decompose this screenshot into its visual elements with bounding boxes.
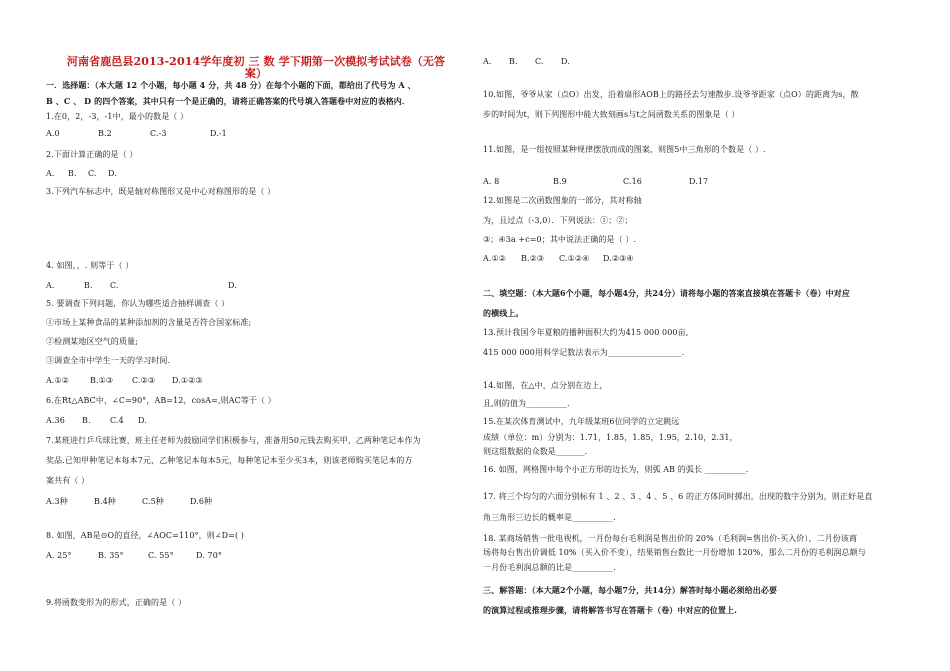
question-13-line2: 415 000 000用科学记数法表示为__________________.: [483, 348, 685, 357]
question-12-options: [483, 253, 634, 264]
option-a: A.0: [46, 129, 60, 138]
option-d: D.①②③: [172, 376, 203, 385]
question-18-line1: 18. 某商场销售一批电视机，一月份每台毛利润是售出价的 20%（毛利润=售出价-买入价），二月份该商: [483, 534, 858, 543]
option-d: D.17: [689, 177, 709, 186]
question-7-line3: 案共有（ ）: [46, 476, 90, 485]
option-c: C.16: [623, 177, 642, 186]
option-a: A. 25°: [46, 551, 72, 560]
question-5-item-2: ②检测某地区空气的质量;: [46, 337, 138, 346]
question-5: 5. 要调查下列问题，你认为哪些适合抽样调查（ ）: [46, 299, 230, 308]
section1-heading: 一．选择题：（本大题 12 个小题，每小题 4 分，共 48 分）在每个小题的下面，都给出了代号为 A 、: [46, 80, 416, 90]
question-10-line1: 10.如图，爷爷从家（点O）出发，沿着扇形AOB上的路径去匀速散步.设爷爷距家（点O）的距离为s，散: [483, 90, 859, 99]
question-2-options: [46, 168, 117, 179]
option-c: C.4: [110, 416, 124, 425]
option-a: A.①②: [46, 376, 70, 385]
question-17-line2: 角三角形三边长的概率是__________.: [483, 513, 616, 522]
option-b: B. 35°: [98, 551, 124, 560]
question-6: 6.在Rt△ABC中，∠C=90°，AB=12，cosA=,则AC等于（ ）: [46, 396, 276, 405]
question-8-options: [46, 550, 222, 561]
question-12-line1: 12.如图是二次函数图象的一部分，其对称轴: [483, 196, 642, 205]
question-7-options: [46, 496, 212, 507]
question-14-line2: 且,则的值为__________.: [483, 399, 570, 408]
option-d: D.: [138, 416, 147, 425]
option-b: B.: [84, 281, 93, 290]
question-5-item-1: ①市场上某种食品的某种添加剂的含量是否符合国家标准;: [46, 318, 252, 327]
option-b: B.: [509, 57, 518, 66]
option-d: D. 70°: [196, 551, 222, 560]
option-b: B.4种: [94, 497, 116, 506]
option-a: A.36: [46, 416, 65, 425]
option-b: B.9: [553, 177, 567, 186]
question-3: 3.下列汽车标志中，既是轴对称图形又是中心对称图形的是（ ）: [46, 187, 276, 196]
question-16: 16. 如图，网格图中每个小正方形的边长为，则弧 AB 的弧长 __________.: [483, 465, 749, 474]
option-d: D.: [108, 169, 117, 178]
question-7-line2: 奖品.已知甲种笔记本每本7元，乙种笔记本每本5元，每种笔记本至少买3本，则该老师购买笔记本的方: [46, 456, 413, 465]
option-d: D.②③④: [603, 254, 634, 263]
exam-title-line2: 案）: [244, 67, 268, 80]
question-2: 2.下面计算正确的是（ ）: [46, 150, 138, 159]
option-d: D.-1: [210, 129, 227, 138]
question-8: 8. 如图，AB是⊙O的直径，∠AOC=110°，则∠D=( ): [46, 531, 245, 540]
option-c: C.-3: [150, 129, 167, 138]
section1-instruction: B 、C 、 D 的四个答案，其中只有一个是正确的，请将正确答案的代号填入答题卷中对应的表格内．: [46, 96, 411, 106]
option-c: C.: [88, 169, 97, 178]
option-a: A. 8: [483, 177, 500, 186]
option-a: A.: [46, 169, 55, 178]
option-d: D.6种: [190, 497, 213, 506]
option-c: C.①②④: [559, 254, 590, 263]
question-14-line1: 14.如图，在△中，点分别在边上，: [483, 381, 608, 390]
question-5-options: [46, 375, 203, 386]
option-c: C.: [535, 57, 544, 66]
question-1: 1.在0，2，-3，-1中，最小的数是（ ）: [46, 112, 189, 121]
option-b: B.: [68, 169, 77, 178]
question-12-line3: ③；④3a +c=0；其中说法正确的是（ ）.: [483, 235, 637, 244]
question-1-options: [46, 128, 227, 139]
option-c: C.5种: [142, 497, 164, 506]
question-11-options: [483, 176, 708, 187]
section2-heading-cont: 的横线上。: [483, 308, 524, 318]
question-15-line3: 则这组数据的众数是_______.: [483, 447, 588, 456]
option-a: A.: [483, 57, 492, 66]
question-17-line1: 17. 将三个均匀的六面分别标有 1 、2 、3 、4 、5 、6 的正方体同时掷出，出现的数字分别为，则正好是直: [483, 492, 873, 501]
question-18-line3: 一月份毛利润总额的比是__________.: [483, 563, 616, 572]
option-d: D.: [561, 57, 570, 66]
question-5-item-3: ③调查全市中学生一天的学习时间.: [46, 356, 171, 365]
option-b: B.①③: [90, 376, 114, 385]
exam-title-line1: 河南省鹿邑县2013-2014学年度初 三 数 学下期第一次模拟考试试卷（无答: [66, 55, 446, 68]
section3-heading-cont: 的演算过程或推理步骤，请将解答书写在答题卡（卷）中对应的位置上.: [483, 605, 737, 615]
question-4-options: [46, 280, 237, 291]
section2-heading: 二、填空题：（本大题6个小题，每小题4分，共24分）请将每小题的答案直接填在答题卡（卷）中对应: [483, 288, 850, 298]
option-b: B.②③: [521, 254, 545, 263]
option-a: A.3种: [46, 497, 68, 506]
option-c: C.: [110, 281, 119, 290]
question-9: 9.将函数变形为的形式，正确的是（ ）: [46, 598, 187, 607]
question-9-options: [483, 56, 570, 67]
option-c: C.②③: [132, 376, 156, 385]
question-13-line1: 13.预计我国今年夏粮的播种面积大约为415 000 000亩,: [483, 328, 689, 337]
question-4: 4. 如图，，. 则等于（ ）: [46, 261, 134, 270]
option-a: A.: [46, 281, 55, 290]
question-15-line1: 15.在某次体育测试中，九年级某班6位同学的立定跳远: [483, 417, 680, 426]
question-18-line2: 场将每台售出价调低 10%（买入价不变），结果销售台数比一月份增加 120%，那么二月份的毛利润总额与: [483, 548, 866, 557]
question-6-options: [46, 415, 147, 426]
question-7-line1: 7.某班进行乒乓球比赛，班主任老师为鼓励同学们积极参与，准备用50元钱去购买甲、乙两种笔记本作为: [46, 436, 421, 445]
option-a: A.①②: [483, 254, 507, 263]
option-d: D.: [228, 281, 237, 290]
question-12-line2: 为，且过点（-3,0）．下列说法：①；②；: [483, 216, 633, 225]
option-b: B.: [82, 416, 91, 425]
question-11: 11.如图，是一组按照某种规律摆放而成的图案，则图5中三角形的个数是（ ）.: [483, 145, 766, 154]
question-15-line2: 成绩（单位：m）分别为：1.71，1.85，1.85，1.95，2.10，2.31，: [483, 433, 738, 442]
option-b: B.2: [98, 129, 112, 138]
question-10-line2: 步的时间为t，则下列图形中能大致刻画s与t之间函数关系的图象是（ ）: [483, 110, 740, 119]
section3-heading: 三、解答题：（本大题2个小题，每小题7分，共14分）解答时每小题必须给出必要: [483, 585, 778, 595]
option-c: C. 55°: [148, 551, 174, 560]
